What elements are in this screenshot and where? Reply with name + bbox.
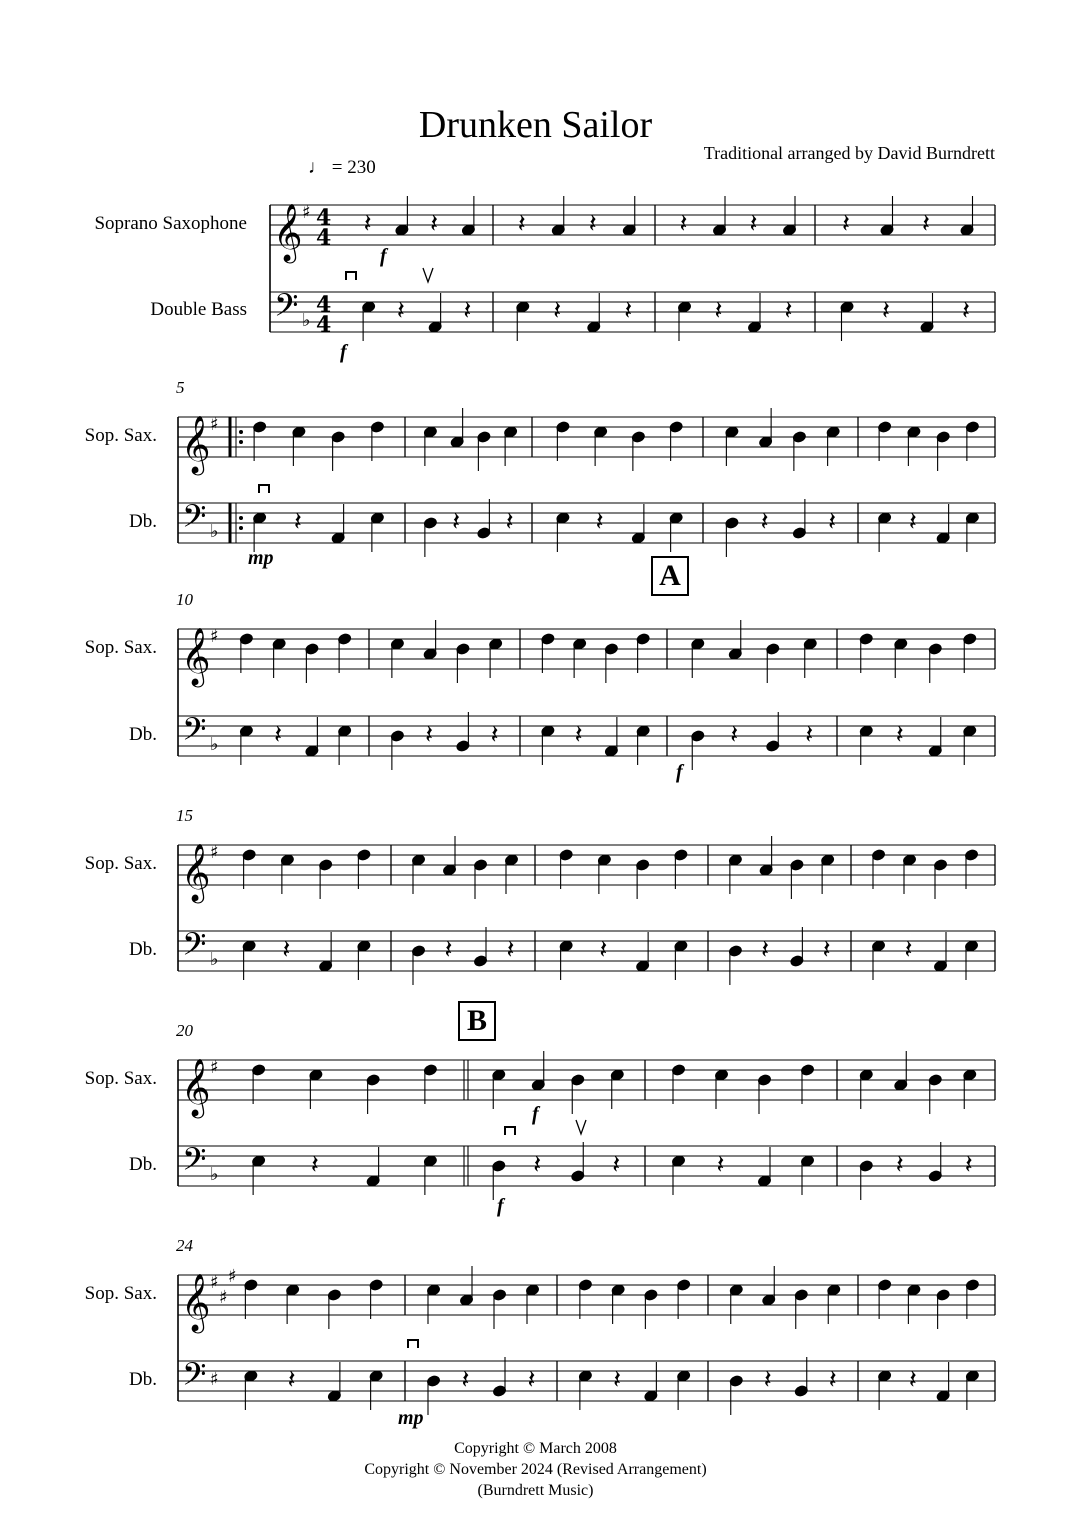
instrument-label-bass: Db. — [129, 1154, 157, 1175]
tempo-value: = 230 — [331, 157, 376, 178]
dynamic-forte: f — [497, 1195, 504, 1217]
instrument-label-bass: Db. — [129, 1369, 157, 1390]
dynamic-forte: f — [380, 245, 387, 267]
sharp-icon: ♯ — [210, 842, 219, 863]
quarter-rest-icon: 𝄽 — [490, 720, 499, 750]
sharp-icon: ♯ — [210, 626, 219, 647]
bass-clef-icon: 𝄢 — [182, 1356, 207, 1400]
up-bow-icon — [423, 268, 433, 282]
treble-clef-icon: 𝄞 — [181, 1273, 211, 1331]
instrument-label-soprano: Soprano Saxophone — [94, 213, 247, 234]
repeat-dot — [239, 516, 243, 520]
time-signature-icon: 4 — [316, 205, 332, 231]
sharp-icon: ♯ — [210, 1369, 219, 1390]
quarter-rest-icon: 𝄽 — [716, 1150, 725, 1180]
quarter-rest-icon: 𝄽 — [895, 1150, 904, 1180]
time-signature-icon: 4 — [316, 312, 332, 338]
quarter-rest-icon: 𝄽 — [287, 1365, 296, 1395]
bass-clef-icon: 𝄢 — [182, 498, 207, 542]
quarter-rest-icon: 𝄽 — [964, 1150, 973, 1180]
bass-clef-icon: 𝄢 — [274, 287, 299, 331]
quarter-rest-icon: 𝄽 — [624, 296, 633, 326]
flat-icon: ♭ — [210, 734, 219, 755]
quarter-rest-icon: 𝄽 — [293, 507, 302, 537]
treble-clef-icon: 𝄞 — [181, 627, 211, 685]
quarter-rest-icon: 𝄽 — [613, 1365, 622, 1395]
time-signature-icon: 4 — [316, 225, 332, 251]
bass-clef-icon: 𝄢 — [182, 1141, 207, 1185]
copyright-line: (Burndrett Music) — [477, 1482, 594, 1499]
quarter-rest-icon: 𝄽 — [922, 209, 930, 239]
repeat-dot — [239, 430, 243, 434]
quarter-rest-icon: 𝄽 — [527, 1365, 536, 1395]
repeat-dot — [239, 440, 243, 444]
quarter-rest-icon: 𝄽 — [363, 209, 372, 239]
quarter-rest-icon: 𝄽 — [282, 935, 291, 965]
instrument-label-soprano: Sop. Sax. — [84, 1283, 157, 1304]
quarter-rest-icon: 𝄽 — [274, 720, 283, 750]
dynamic-forte: f — [532, 1103, 539, 1125]
measure-number: 10 — [176, 590, 193, 609]
quarter-rest-icon: 𝄽 — [574, 720, 583, 750]
quarter-note-icon: ♩ — [308, 157, 327, 178]
quarter-rest-icon: 𝄽 — [310, 1150, 319, 1180]
dynamic-mezzo-piano: mp — [248, 547, 274, 569]
down-bow-icon — [259, 485, 269, 493]
quarter-rest-icon: 𝄽 — [761, 935, 770, 965]
down-bow-icon — [408, 1340, 418, 1348]
flat-icon: ♭ — [210, 1164, 219, 1185]
quarter-rest-icon: 𝄽 — [842, 209, 850, 239]
treble-clef-icon: 𝄞 — [181, 1058, 211, 1116]
quarter-rest-icon: 𝄽 — [463, 296, 472, 326]
quarter-rest-icon: 𝄽 — [595, 507, 604, 537]
quarter-rest-icon: 𝄽 — [517, 209, 526, 239]
treble-clef-icon: 𝄞 — [181, 415, 211, 473]
time-signature-icon: 4 — [316, 292, 332, 318]
measure-number: 24 — [176, 1236, 193, 1255]
instrument-label-bass: Double Bass — [150, 299, 247, 320]
dynamic-forte: f — [676, 761, 683, 783]
quarter-rest-icon: 𝄽 — [425, 720, 434, 750]
score-title: Drunken Sailor — [418, 104, 653, 146]
quarter-rest-icon: 𝄽 — [822, 935, 831, 965]
sharp-icon: ♯ — [210, 414, 219, 435]
quarter-rest-icon: 𝄽 — [533, 1150, 542, 1180]
quarter-rest-icon: 𝄽 — [730, 720, 739, 750]
quarter-rest-icon: 𝄽 — [882, 296, 890, 326]
quarter-rest-icon: 𝄽 — [461, 1365, 470, 1395]
quarter-rest-icon: 𝄽 — [760, 507, 769, 537]
instrument-label-soprano: Sop. Sax. — [84, 1068, 157, 1089]
quarter-rest-icon: 𝄽 — [714, 296, 723, 326]
flat-icon: ♭ — [210, 949, 219, 970]
quarter-rest-icon: 𝄽 — [962, 296, 970, 326]
flat-icon: ♭ — [210, 521, 219, 542]
quarter-rest-icon: 𝄽 — [908, 507, 917, 537]
quarter-rest-icon: 𝄽 — [828, 507, 837, 537]
quarter-rest-icon: 𝄽 — [430, 209, 439, 239]
dynamic-forte: f — [340, 341, 347, 363]
treble-clef-icon: 𝄞 — [181, 843, 211, 901]
flat-icon: ♭ — [302, 310, 311, 331]
quarter-rest-icon: 𝄽 — [805, 720, 814, 750]
quarter-rest-icon: 𝄽 — [763, 1365, 772, 1395]
measure-number: 20 — [176, 1021, 193, 1040]
quarter-rest-icon: 𝄽 — [904, 935, 913, 965]
quarter-rest-icon: 𝄽 — [784, 296, 793, 326]
rehearsal-mark-b: B — [458, 1001, 496, 1041]
quarter-rest-icon: 𝄽 — [396, 296, 405, 326]
instrument-label-bass: Db. — [129, 511, 157, 532]
rehearsal-mark-a: A — [651, 556, 689, 596]
measure-number: 15 — [176, 806, 193, 825]
quarter-rest-icon: 𝄽 — [444, 935, 453, 965]
quarter-rest-icon: 𝄽 — [505, 507, 514, 537]
sharp-icon: ♯ — [219, 1287, 228, 1308]
copyright-line: Copyright © March 2008 — [454, 1440, 617, 1457]
instrument-label-soprano: Sop. Sax. — [84, 637, 157, 658]
instrument-label-bass: Db. — [129, 939, 157, 960]
instrument-label-bass: Db. — [129, 724, 157, 745]
repeat-dot — [239, 526, 243, 530]
quarter-rest-icon: 𝄽 — [553, 296, 562, 326]
sharp-icon: ♯ — [228, 1266, 237, 1287]
quarter-rest-icon: 𝄽 — [452, 507, 461, 537]
up-bow-icon — [576, 1120, 586, 1134]
quarter-rest-icon: 𝄽 — [612, 1150, 621, 1180]
instrument-label-soprano: Sop. Sax. — [84, 853, 157, 874]
quarter-rest-icon: 𝄽 — [506, 935, 515, 965]
down-bow-icon — [505, 1127, 515, 1135]
quarter-rest-icon: 𝄽 — [749, 209, 758, 239]
quarter-rest-icon: 𝄽 — [599, 935, 608, 965]
treble-clef-icon: 𝄞 — [273, 203, 303, 261]
quarter-rest-icon: 𝄽 — [908, 1365, 917, 1395]
copyright-line: Copyright © November 2024 (Revised Arrangement) — [364, 1461, 707, 1478]
quarter-rest-icon: 𝄽 — [828, 1365, 837, 1395]
quarter-rest-icon: 𝄽 — [588, 209, 597, 239]
composer-credit: Traditional arranged by David Burndrett — [703, 143, 995, 163]
measure-number: 5 — [176, 378, 185, 397]
bass-clef-icon: 𝄢 — [182, 926, 207, 970]
instrument-label-soprano: Sop. Sax. — [84, 425, 157, 446]
down-bow-icon — [346, 272, 356, 280]
dynamic-mezzo-piano: mp — [398, 1407, 424, 1429]
quarter-rest-icon: 𝄽 — [679, 209, 688, 239]
sharp-icon: ♯ — [210, 1057, 219, 1078]
bass-clef-icon: 𝄢 — [182, 711, 207, 755]
sharp-icon: ♯ — [210, 1272, 219, 1293]
quarter-rest-icon: 𝄽 — [895, 720, 904, 750]
sharp-icon: ♯ — [302, 202, 311, 223]
